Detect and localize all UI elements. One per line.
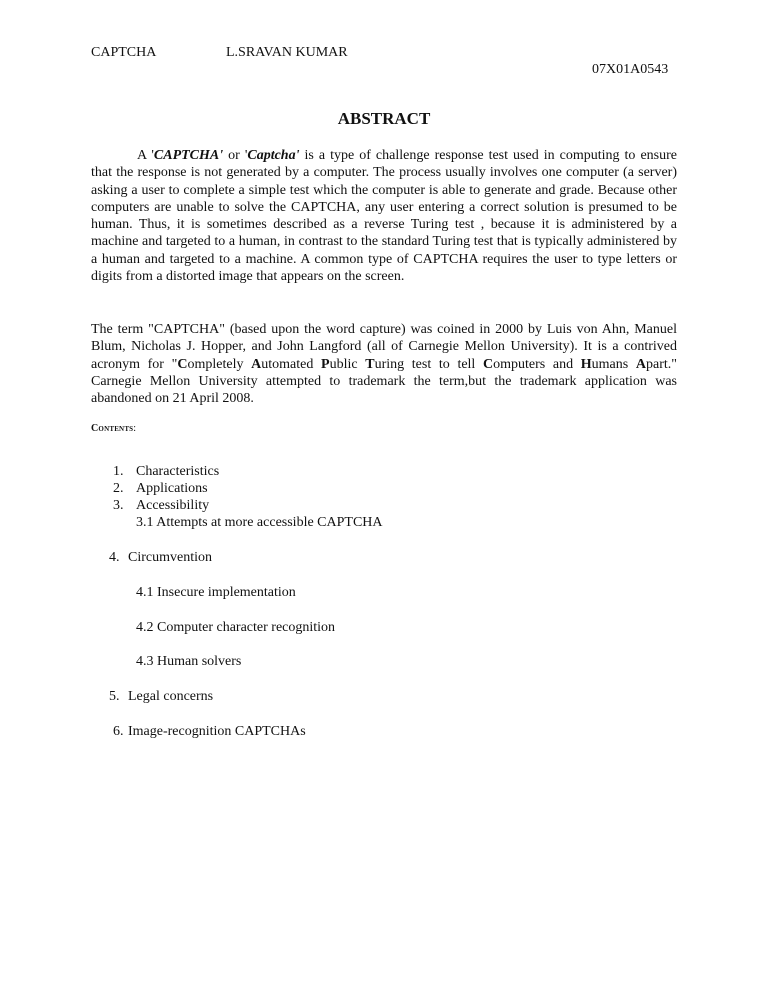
p2-text-b: part." Carnegie Mellon University attempted to trademark the term,but the trademark application was abandoned on 21 April 2008. xyxy=(91,356,677,407)
p2-text-a: The term "CAPTCHA" (based upon the word capture) was coined in 2000 by Luis von Ahn, Manuel Blum, Nicholas J. Hopper, and John Langford (all of Carnegie Mellon University). It is a contrived acronym for " xyxy=(91,322,677,372)
page-title: ABSTRACT xyxy=(337,109,431,128)
toc-item-applications xyxy=(113,480,208,497)
toc-label: Legal concerns xyxy=(128,689,214,704)
p2-word-6: umans xyxy=(591,356,636,372)
toc-item-image-recognition xyxy=(113,723,306,740)
p2-bold-a: A xyxy=(251,356,262,372)
p2-word-2: utomated xyxy=(261,356,322,372)
p2-bold-h: H xyxy=(580,356,592,372)
p1-text-b: or ' xyxy=(223,148,248,163)
toc-subitem-character-recognition: 4.2 Computer character recognition xyxy=(136,620,336,635)
contents-heading xyxy=(91,423,136,435)
header-author: L.SRAVAN KUMAR xyxy=(226,45,348,60)
p2-bold-p: P xyxy=(321,356,330,372)
toc-number: 5. xyxy=(109,689,120,704)
p2-word-4: uring test to tell xyxy=(374,356,483,372)
p1-text-c: is a type of challenge response test used in computing to ensure that the response is not generated by a computer. The process usually involves one computer (a server) asking a user to complete a simple test which the computer is able to generate and grade. Because other computers are unable to solve the CAPTCHA, any user entering a correct solution is presumed to be human. Thus, it is sometimes described as a reverse Turing test , because it is administered by a machine and targeted to a human, in contrast to the standard Turing test that is typically administered by a human and targeted to a machine. A common type of CAPTCHA requires the user to type letters or digits from a distorted image that appears on the screen. xyxy=(91,148,677,285)
contents-heading-text: Contents xyxy=(91,423,134,434)
toc-label: Circumvention xyxy=(128,550,212,565)
header-topic: CAPTCHA xyxy=(91,45,157,60)
header-roll-number: 07X01A0543 xyxy=(592,62,669,77)
toc-subitem-accessible-captcha: 3.1 Attempts at more accessible CAPTCHA xyxy=(136,515,383,530)
p1-captcha-title: Captcha' xyxy=(247,148,300,163)
p2-bold-c2: C xyxy=(482,356,494,372)
toc-item-characteristics xyxy=(113,463,219,480)
p1-captcha-upper: CAPTCHA' xyxy=(153,148,224,163)
toc-label: Applications xyxy=(136,481,208,496)
abstract-paragraph-1 xyxy=(91,147,677,285)
toc-label: Characteristics xyxy=(136,464,220,479)
toc-item-legal-concerns xyxy=(109,688,213,705)
toc-item-circumvention xyxy=(109,549,212,566)
toc-label: Image-recognition CAPTCHAs xyxy=(128,724,306,739)
toc-subitem-human-solvers: 4.3 Human solvers xyxy=(136,654,242,669)
toc-subitem-insecure-implementation: 4.1 Insecure implementation xyxy=(136,585,296,600)
p2-bold-t: T xyxy=(365,356,375,372)
p2-bold-c: C xyxy=(177,356,188,372)
toc-number: 3. xyxy=(113,498,124,513)
contents-heading-colon: : xyxy=(133,423,137,434)
p1-text-a: A ' xyxy=(137,148,154,163)
toc-number: 1. xyxy=(113,464,124,479)
toc-label: Accessibility xyxy=(136,498,210,513)
p2-word-1: ompletely xyxy=(187,356,252,372)
toc-item-accessibility xyxy=(113,497,209,514)
toc-number: 4. xyxy=(109,550,120,565)
p2-word-5: omputers and xyxy=(493,356,581,372)
abstract-paragraph-2 xyxy=(91,321,677,407)
p2-word-3: ublic xyxy=(329,356,366,372)
toc-number: 2. xyxy=(113,481,124,496)
p2-bold-a2: A xyxy=(635,356,646,372)
toc-number: 6. xyxy=(113,724,124,739)
